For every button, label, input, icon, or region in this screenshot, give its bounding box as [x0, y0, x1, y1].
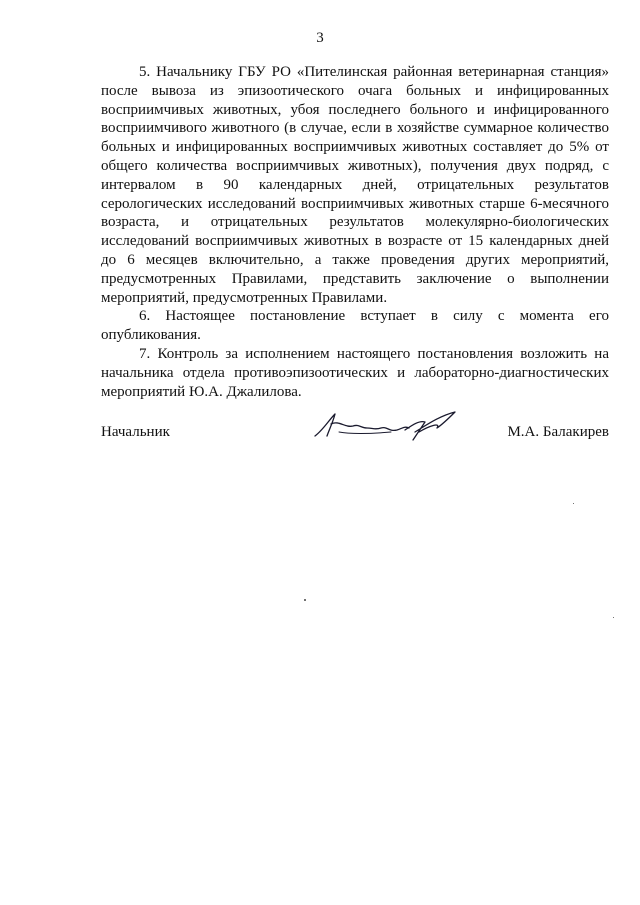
handwritten-signature	[309, 406, 459, 446]
paragraph-7: 7. Контроль за исполнением настоящего постановления возложить на начальника отдела противоэпизоотических и лабораторно-диагностических мероприятий Ю.А. Джалилова.	[101, 345, 609, 400]
document-body	[101, 63, 609, 401]
paragraph-6: 6. Настоящее постановление вступает в силу с момента его опубликования.	[101, 308, 609, 344]
paragraph-5: 5. Начальнику ГБУ РО «Пителинская районная ветеринарная станция» после вывоза из эпизоотического очага больных и инфицированных восприимчивых животных, убоя последнего больного и инфицированного восприимчивого животного (в случае, если в хозяйстве суммарное количество больных и инфицированных восприимчивых животных составляет до 5% от общего количества восприимчивых животных), получения двух подряд, с интервалом в 90 календарных дней, отрицательных результатов серологических исследований восприимчивых животных старше 6-месячного возраста, и отрицательных результатов молекулярно-биологических исследований восприимчивых животных в возрасте от 15 календарных дней до 6 месяцев включительно, а также проведения других мероприятий, предусмотренных Правилами, представить заключение о выполнении мероприятий, предусмотренных Правилами.	[101, 64, 609, 306]
scan-speck	[573, 503, 574, 504]
scan-speck	[304, 599, 306, 601]
signature-block	[101, 424, 609, 464]
signatory-name: М.А. Балакирев	[507, 424, 609, 440]
scan-speck	[613, 617, 614, 618]
signatory-title: Начальник	[101, 424, 170, 440]
page-number: 3	[316, 30, 324, 46]
